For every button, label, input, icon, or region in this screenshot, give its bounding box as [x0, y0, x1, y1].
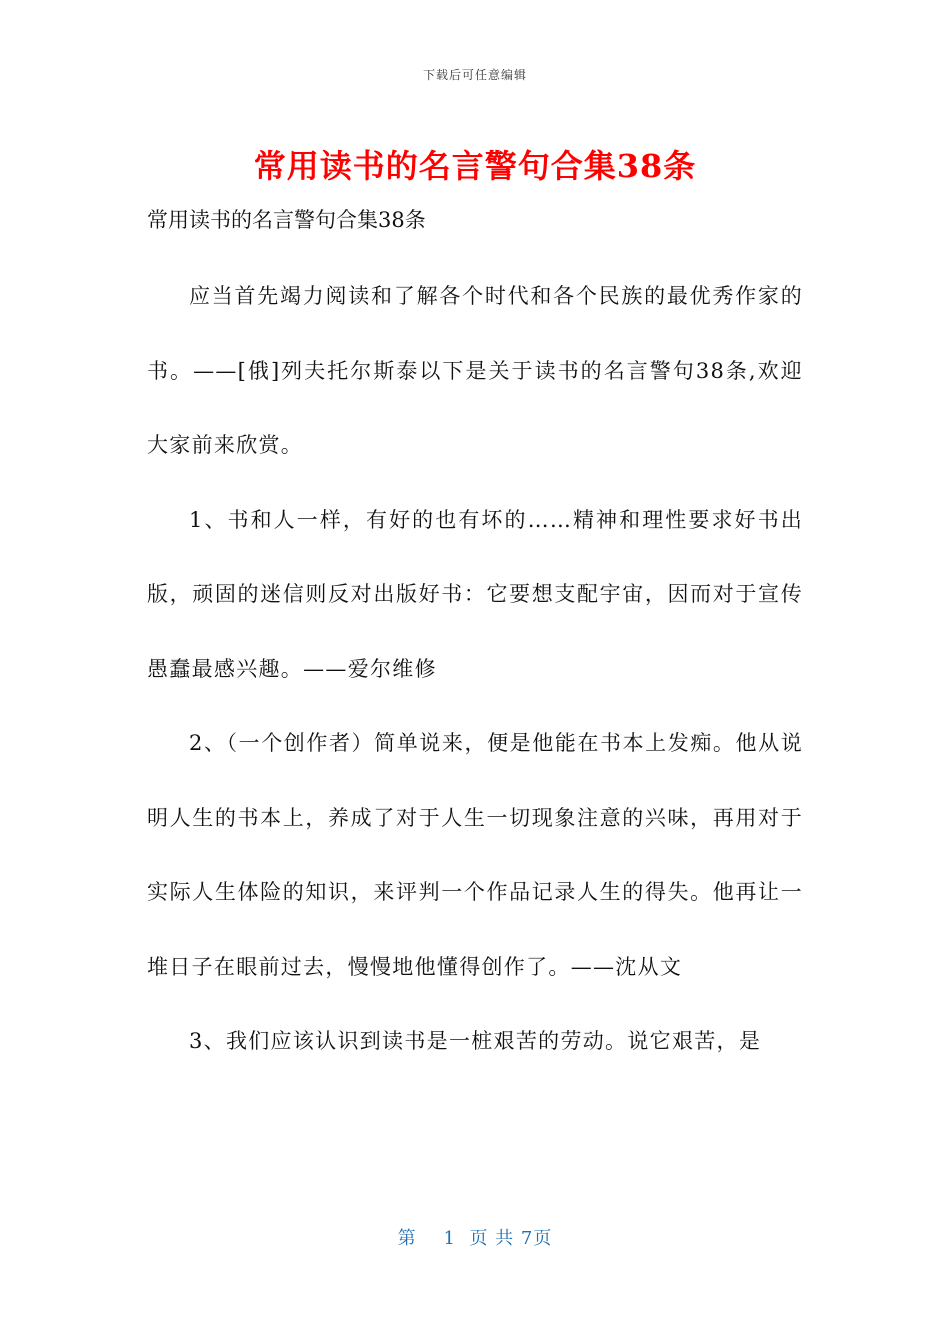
document-title: 常用读书的名言警句合集38条 — [253, 147, 697, 185]
footer-current-page: 1 — [443, 1228, 456, 1249]
footer-suffix: 页 — [533, 1228, 553, 1249]
footer-total-pages: 7 — [520, 1228, 534, 1249]
document-body — [147, 259, 803, 1079]
document-subtitle: 常用读书的名言警句合集38条 — [147, 208, 426, 232]
paragraph-quote-3: 3、我们应该认识到读书是一桩艰苦的劳动。说它艰苦，是 — [189, 1029, 762, 1053]
paragraph-quote-1: 1、书和人一样，有好的也有坏的……精神和理性要求好书出版，顽固的迷信则反对出版好书：它要想支配宇宙，因而对于宣传愚蠢最感兴趣。——爱尔维修 — [147, 507, 803, 681]
page-footer — [0, 1224, 950, 1250]
paragraph-intro: 应当首先竭力阅读和了解各个时代和各个民族的最优秀作家的书。——[俄]列夫托尔斯泰以下是关于读书的名言警句38条,欢迎大家前来欣赏。 — [147, 284, 803, 457]
paragraph-quote-2: 2、（一个创作者）简单说来，便是他能在书本上发痴。他从说明人生的书本上，养成了对于人生一切现象注意的兴味，再用对于实际人生体险的知识，来评判一个作品记录人生的得失。他再让一堆日子在眼前过去，慢慢地他懂得创作了。——沈从文 — [147, 731, 803, 979]
footer-prefix: 第 — [397, 1228, 417, 1249]
footer-middle: 页 共 — [469, 1228, 515, 1249]
page-header: 下载后可任意编辑 — [422, 68, 527, 82]
